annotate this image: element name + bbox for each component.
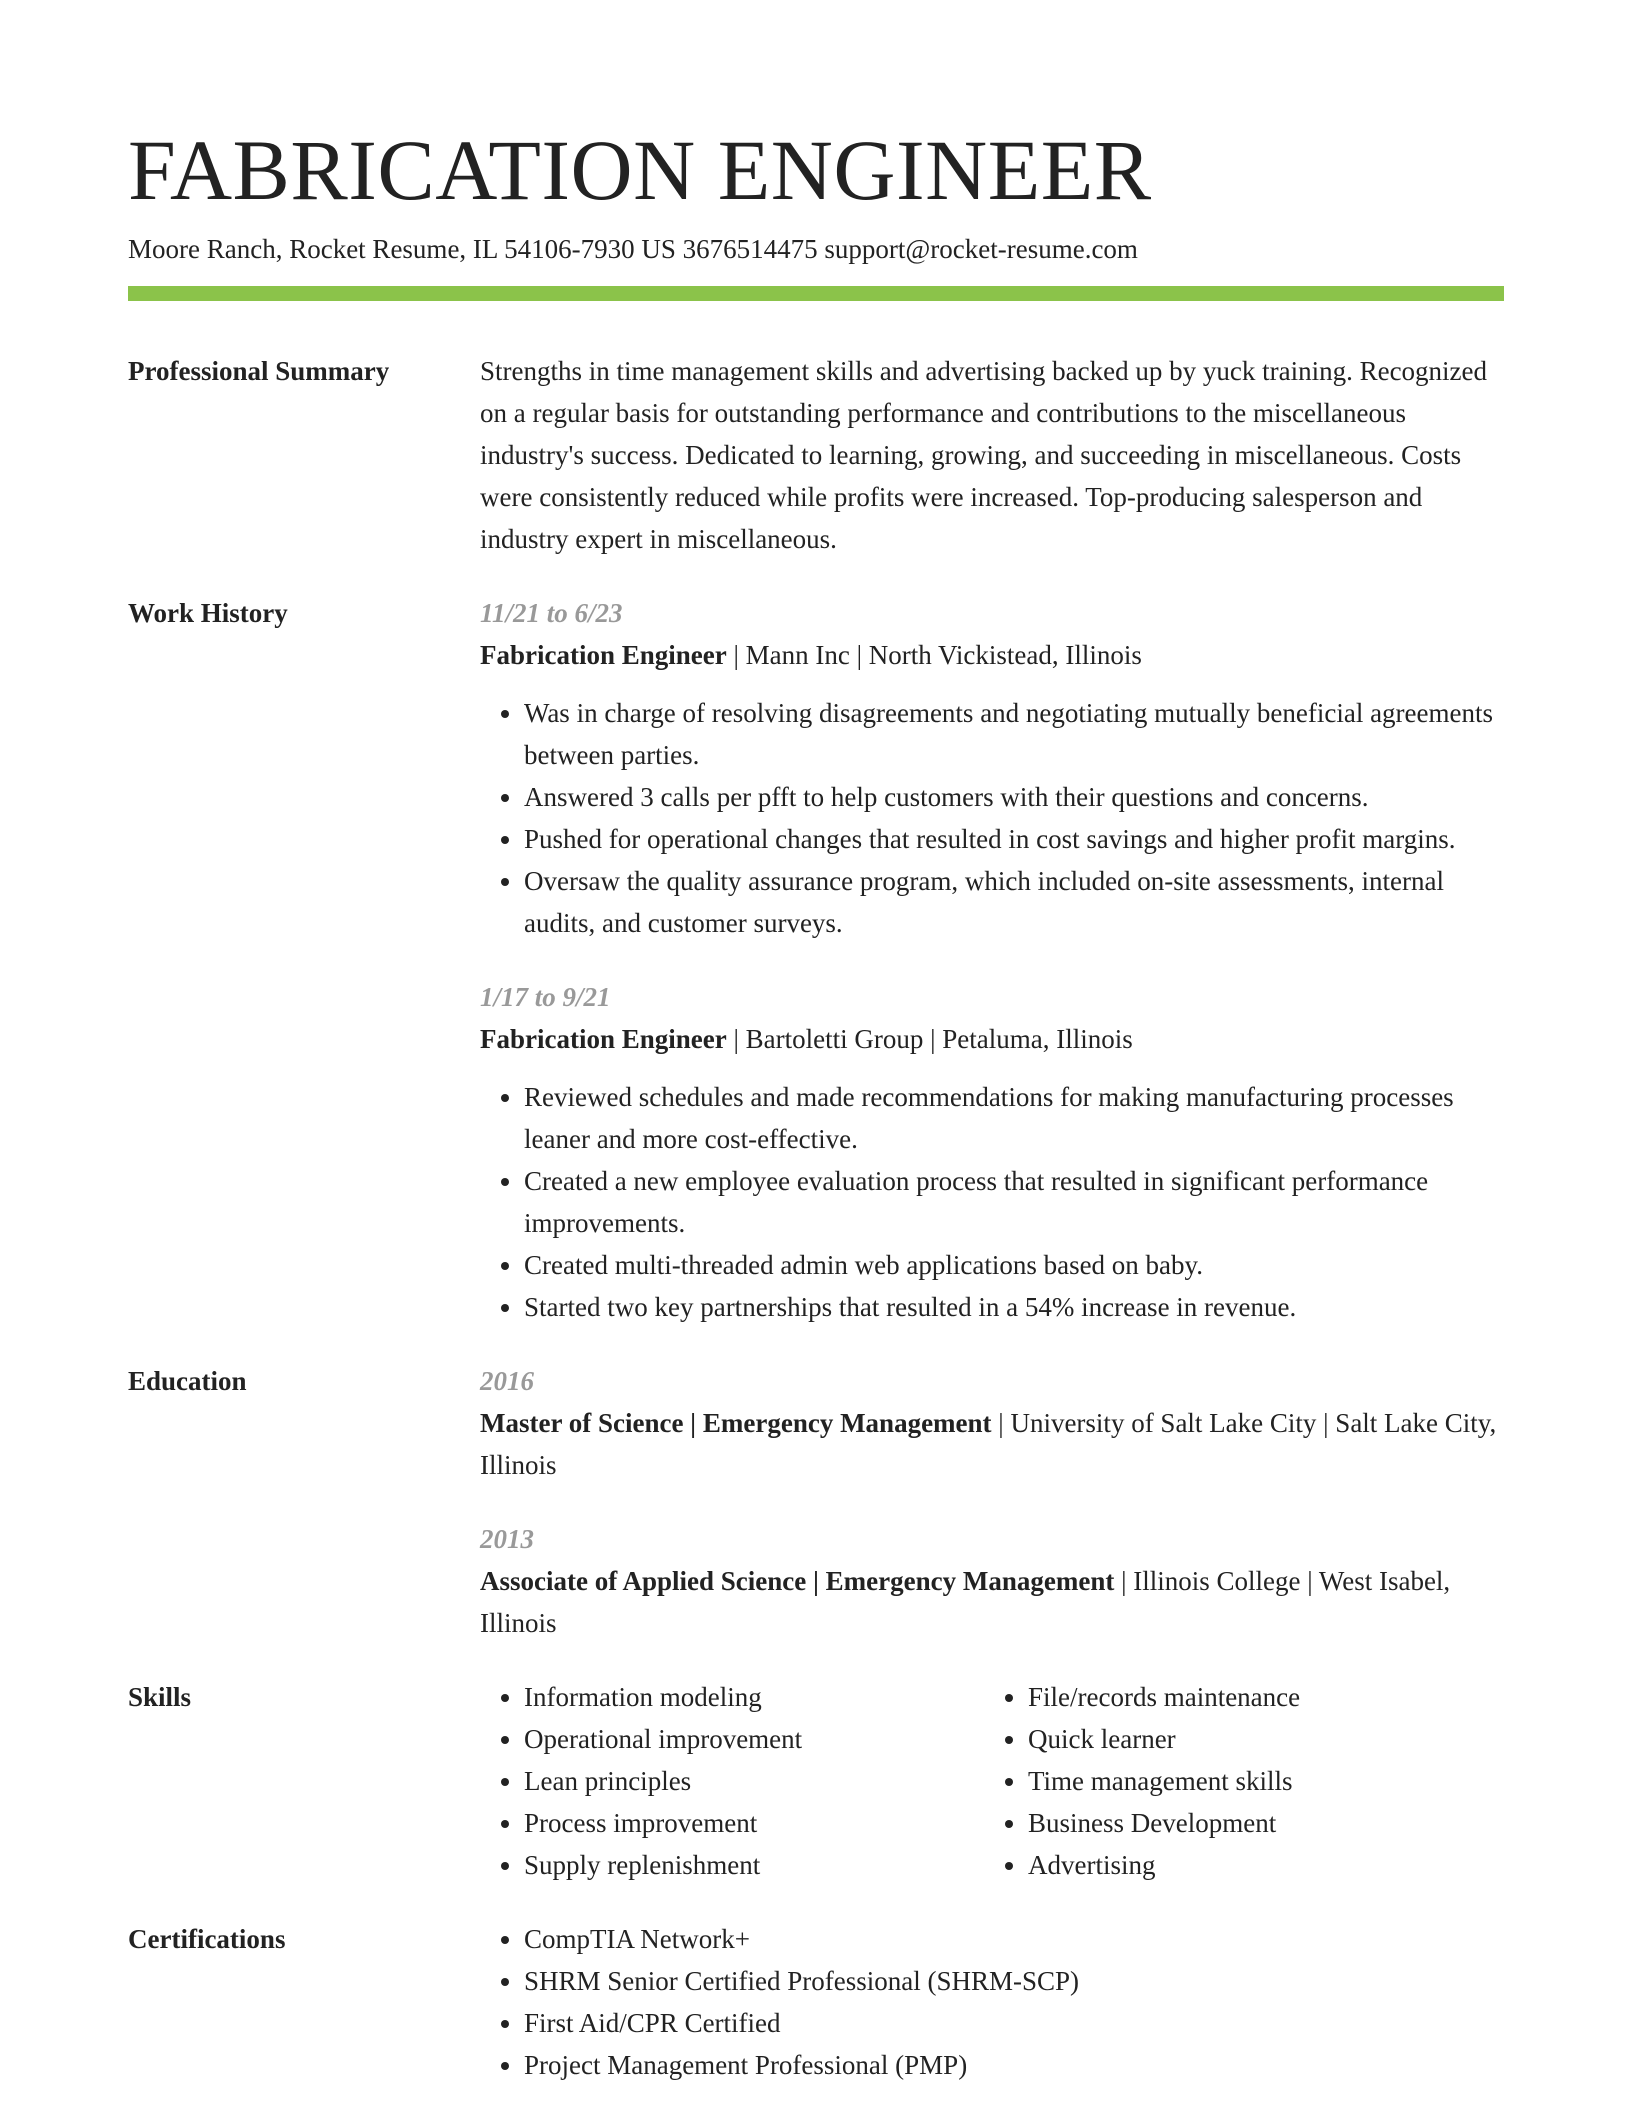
job-heading <box>480 1018 1504 1060</box>
education-heading <box>480 1402 1504 1486</box>
job-bullet: • Created multi-threaded admin web applications based on baby. <box>524 1244 1504 1286</box>
section-label-work-history: Work History <box>128 598 288 628</box>
section-education <box>128 1360 1504 1644</box>
job-entry <box>480 976 1504 1328</box>
job-title: Fabrication Engineer <box>480 640 727 670</box>
skill-item: • Lean principles <box>524 1760 984 1802</box>
section-label-education: Education <box>128 1366 247 1396</box>
degree-title: Master of Science | Emergency Management <box>480 1408 992 1438</box>
skills-body <box>480 1676 1504 1886</box>
job-bullets <box>480 1076 1504 1328</box>
education-year: 2013 <box>480 1524 534 1554</box>
job-bullet: • Created a new employee evaluation process that resulted in significant performance improvements. <box>524 1160 1504 1244</box>
job-bullet: • Pushed for operational changes that resulted in cost savings and higher profit margins. <box>524 818 1504 860</box>
skill-item: • File/records maintenance <box>1028 1676 1488 1718</box>
skills-list-right <box>984 1676 1488 1886</box>
education-year: 2016 <box>480 1366 534 1396</box>
section-work-history <box>128 592 1504 1328</box>
accent-divider <box>128 286 1504 301</box>
job-details: | Bartoletti Group | Petaluma, Illinois <box>726 1024 1133 1054</box>
skills-list-left <box>480 1676 984 1886</box>
education-details: | Illinois College | West Isabel, Illinois <box>480 1566 1451 1638</box>
certification-item: • Project Management Professional (PMP) <box>524 2044 1504 2086</box>
job-bullet: • Oversaw the quality assurance program, which included on-site assessments, internal audits, and customer surveys. <box>524 860 1504 944</box>
job-entry <box>480 592 1504 944</box>
job-bullet: • Started two key partnerships that resulted in a 54% increase in revenue. <box>524 1286 1504 1328</box>
section-label-summary: Professional Summary <box>128 356 390 386</box>
certifications-list <box>480 1918 1504 2086</box>
job-bullet: • Reviewed schedules and made recommendations for making manufacturing processes leaner and more cost-effective. <box>524 1076 1504 1160</box>
job-dates: 11/21 to 6/23 <box>480 598 623 628</box>
skill-item: • Operational improvement <box>524 1718 984 1760</box>
section-certifications <box>128 1918 1504 2086</box>
job-bullet: • Was in charge of resolving disagreements and negotiating mutually beneficial agreements between parties. <box>524 692 1504 776</box>
job-details: | Mann Inc | North Vickistead, Illinois <box>726 640 1142 670</box>
education-details: | University of Salt Lake City | Salt Lake City, Illinois <box>480 1408 1497 1480</box>
skill-item: • Process improvement <box>524 1802 984 1844</box>
certification-item: • First Aid/CPR Certified <box>524 2002 1504 2044</box>
resume-content <box>128 350 1504 2118</box>
job-bullet: • Answered 3 calls per pfft to help customers with their questions and concerns. <box>524 776 1504 818</box>
contact-line: Moore Ranch, Rocket Resume, IL 54106-7930 US 3676514475 support@rocket-resume.com <box>128 234 1138 264</box>
degree-title: Associate of Applied Science | Emergency Management <box>480 1566 1115 1596</box>
certification-item: • CompTIA Network+ <box>524 1918 1504 1960</box>
certifications-body <box>480 1918 1504 2086</box>
skill-item: • Quick learner <box>1028 1718 1488 1760</box>
education-entry <box>480 1518 1504 1644</box>
skill-item: • Business Development <box>1028 1802 1488 1844</box>
summary-body <box>480 350 1504 560</box>
education-body <box>480 1360 1504 1644</box>
job-dates: 1/17 to 9/21 <box>480 982 611 1012</box>
skill-item: • Supply replenishment <box>524 1844 984 1886</box>
skill-item: • Time management skills <box>1028 1760 1488 1802</box>
skill-item: • Advertising <box>1028 1844 1488 1886</box>
work-history-body <box>480 592 1504 1328</box>
certification-item: • SHRM Senior Certified Professional (SHRM-SCP) <box>524 1960 1504 2002</box>
job-heading <box>480 634 1504 676</box>
education-entry <box>480 1360 1504 1486</box>
resume-name: FABRICATION ENGINEER <box>128 122 1152 218</box>
section-label-certifications: Certifications <box>128 1924 286 1954</box>
skill-item: • Information modeling <box>524 1676 984 1718</box>
section-skills <box>128 1676 1504 1886</box>
summary-text: Strengths in time management skills and advertising backed up by yuck training. Recognized on a regular basis for outstanding performance and contributions to the miscellaneous industry's success. Dedicated to learning, growing, and succeeding in miscellaneous. Costs were consistently reduced while profits were increased. Top-producing salesperson and industry expert in miscellaneous. <box>480 356 1488 554</box>
section-label-skills: Skills <box>128 1682 192 1712</box>
job-title: Fabrication Engineer <box>480 1024 727 1054</box>
section-professional-summary <box>128 350 1504 560</box>
job-bullets <box>480 692 1504 944</box>
education-heading <box>480 1560 1504 1644</box>
